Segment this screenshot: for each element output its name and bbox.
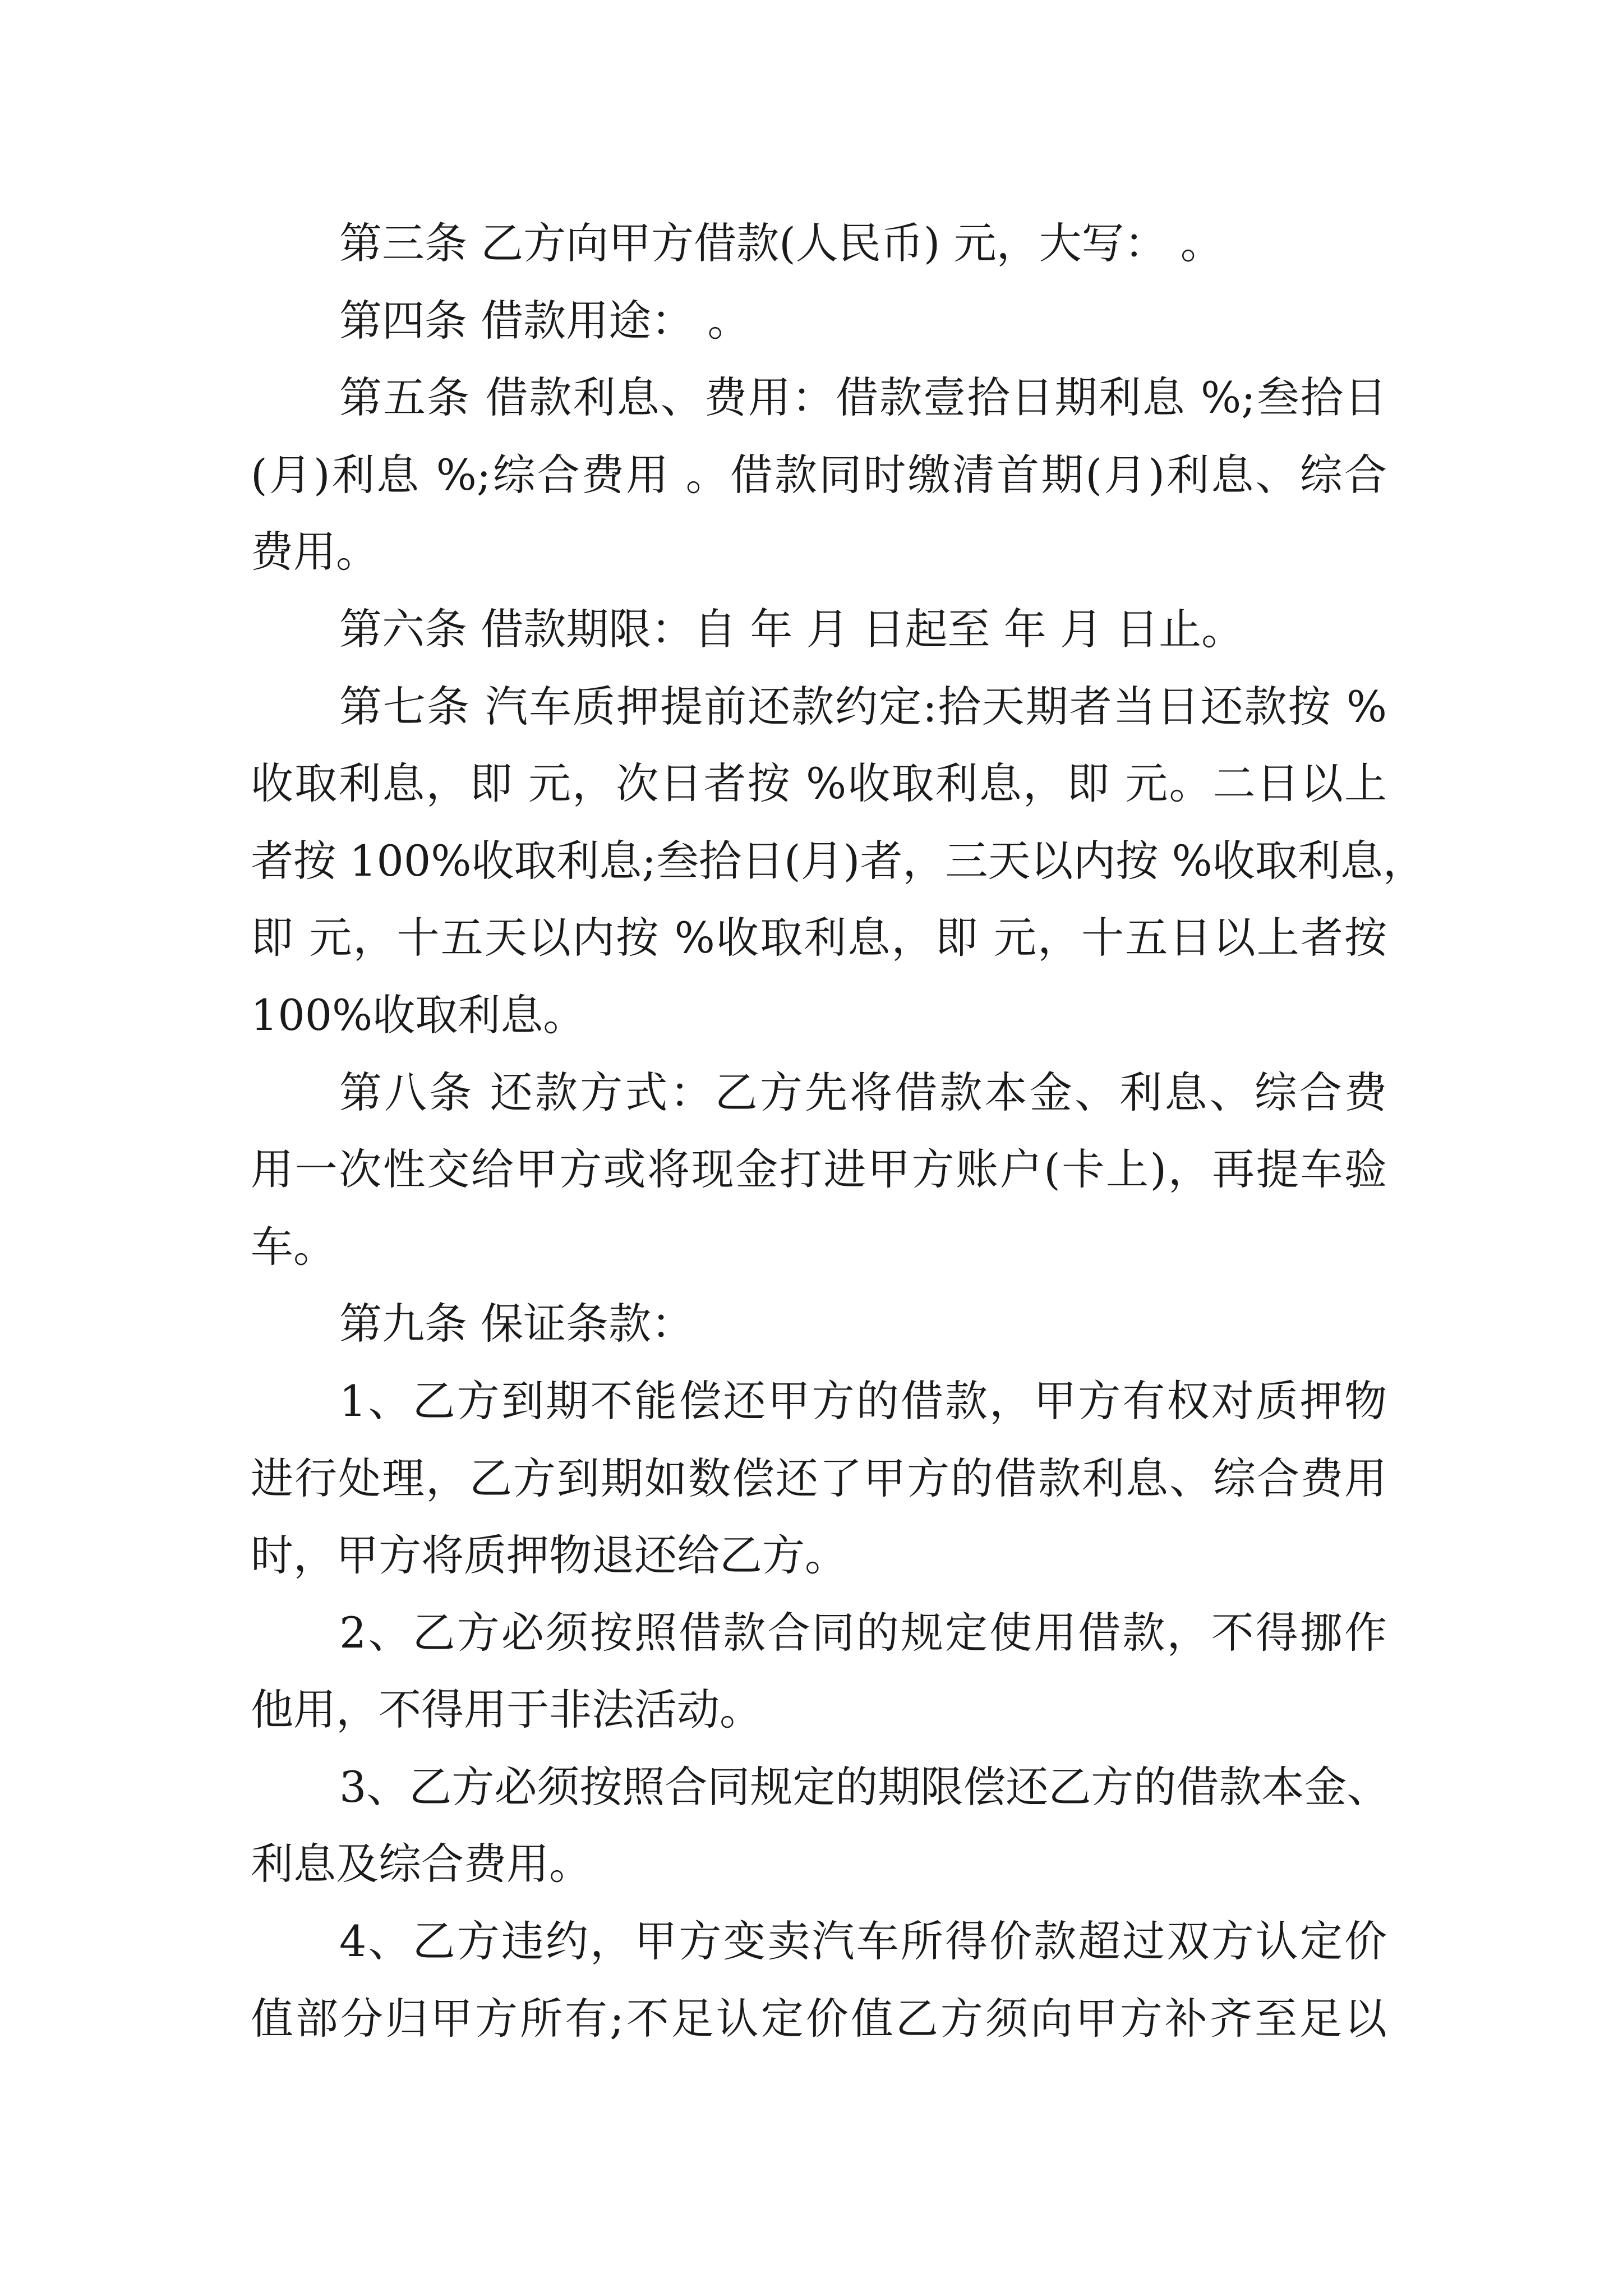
text-line: 100%收取利息。 [251, 990, 586, 1040]
text-line: 他用，不得用于非法活动。 [251, 1685, 762, 1735]
document-body [251, 205, 1426, 2057]
text-line: 第三条 乙方向甲方借款(人民币) 元，大写： 。 [339, 218, 1223, 268]
clause-9-heading [251, 1285, 1387, 1363]
text-line: 第八条 还款方式：乙方先将借款本金、利息、综合费 [339, 1067, 1387, 1117]
clause-7-paragraph [251, 668, 1426, 1054]
text-line: 利息及综合费用。 [251, 1839, 592, 1889]
text-line: 值部分归甲方所有;不足认定价值乙方须向甲方补齐至足以 [251, 1993, 1387, 2044]
clause-8-paragraph [251, 1054, 1387, 1286]
clause-3-paragraph [251, 205, 1387, 282]
text-line: 第五条 借款利息、费用：借款壹拾日期利息 %;叁拾日 [339, 372, 1387, 423]
text-line: 1、乙方到期不能偿还甲方的借款，甲方有权对质押物 [339, 1375, 1387, 1426]
text-line: 费用。 [251, 527, 379, 577]
text-line: 收取利息，即 元，次日者按 %收取利息，即 元。二日以上 [251, 758, 1387, 809]
guarantee-item-3 [251, 1749, 1390, 1903]
text-line: 时，甲方将质押物退还给乙方。 [251, 1530, 847, 1581]
text-line: 第九条 保证条款： [339, 1299, 694, 1349]
text-line: 第四条 借款用途： 。 [339, 295, 750, 346]
text-line: 车。 [251, 1221, 336, 1272]
text-line: 第六条 借款期限：自 年 月 日起至 年 月 日止。 [339, 604, 1244, 654]
clause-6-paragraph [251, 591, 1387, 668]
guarantee-item-2 [251, 1594, 1387, 1749]
text-line: 用一次性交给甲方或将现金打进甲方账户(卡上)，再提车验 [251, 1144, 1387, 1195]
text-line: 者按 100%收取利息;叁拾日(月)者，三天以内按 %收取利息， [251, 835, 1426, 886]
text-line: (月)利息 %;综合费用 。借款同时缴清首期(月)利息、综合 [251, 449, 1387, 500]
guarantee-item-1 [251, 1363, 1387, 1594]
text-line: 3、乙方必须按照合同规定的期限偿还乙方的借款本金、 [339, 1761, 1390, 1812]
text-line: 即 元，十五天以内按 %收取利息，即 元，十五日以上者按 [251, 913, 1387, 963]
clause-4-paragraph [251, 282, 1387, 360]
clause-5-paragraph [251, 359, 1387, 591]
text-line: 4、乙方违约，甲方变卖汽车所得价款超过双方认定价 [339, 1916, 1387, 1967]
text-line: 第七条 汽车质押提前还款约定:拾天期者当日还款按 % [339, 681, 1387, 731]
text-line: 2、乙方必须按照借款合同的规定使用借款，不得挪作 [339, 1607, 1387, 1658]
guarantee-item-4 [251, 1903, 1387, 2057]
text-line: 进行处理，乙方到期如数偿还了甲方的借款利息、综合费用 [251, 1453, 1387, 1503]
